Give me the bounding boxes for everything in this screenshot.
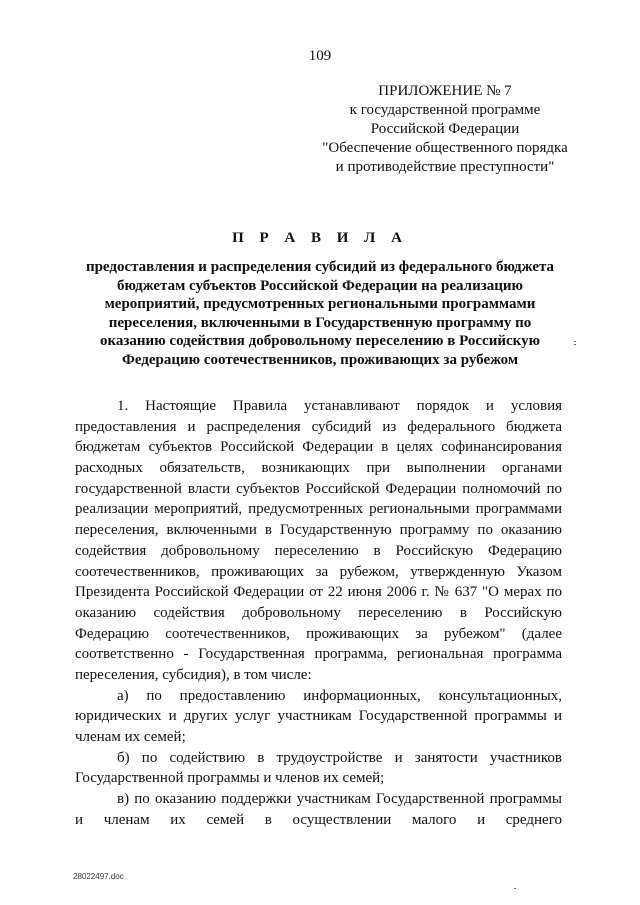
- subtitle-line: оказанию содействия добровольному переселению в Российскую: [99, 333, 541, 349]
- body-line: переселения, включенными в Государственную программу по оказанию: [75, 522, 562, 539]
- body-line: а) по предоставлению информационных, консультационных,: [117, 687, 562, 704]
- subtitle-line: бюджетам субъектов Российской Федерации на реализацию: [117, 277, 523, 294]
- body-line: оказанию содействия добровольному переселению в Российскую: [75, 604, 562, 621]
- body-line: содействия добровольному переселению в Российскую Федерацию: [75, 542, 562, 559]
- subtitle-line: мероприятий, предусмотренных региональными программами: [104, 296, 536, 312]
- body-line: соотечественников, проживающих за рубежом, утвержденную Указом: [75, 563, 562, 580]
- body-line: бюджетам субъектов Российской Федерации в целях софинансирования: [75, 439, 562, 456]
- body-line: юридических и других услуг участникам Государственной программы и: [75, 708, 562, 725]
- subtitle-line: Федерацию соотечественников, проживающих за рубежом: [121, 351, 519, 368]
- appendix-line: и противодействие преступности": [335, 159, 555, 175]
- scan-speck: [574, 341, 576, 342]
- body-line: государственной власти субъектов Российской Федерации полномочий по: [75, 480, 562, 497]
- document-subtitle: [70, 258, 570, 369]
- scan-speck: [514, 888, 516, 889]
- body-line: в) по оказанию поддержки участникам Государственной программы: [117, 791, 562, 808]
- appendix-line: ПРИЛОЖЕНИЕ № 7: [378, 83, 512, 99]
- body-line: переселения, субсидия), в том числе:: [75, 666, 312, 683]
- body-line: предоставления и распределения субсидий из федерального бюджета: [75, 418, 562, 435]
- body-line: соответственно - Государственная программа, региональная программа: [75, 646, 562, 663]
- appendix-line: Российской Федерации: [370, 121, 520, 137]
- body-line: реализации мероприятий, предусмотренных региональными программами: [75, 501, 562, 518]
- body-line: Государственной программы и членов их семей;: [75, 770, 385, 787]
- appendix-block: [300, 82, 590, 177]
- body-line: Президента Российской Федерации от 22 июня 2006 г. № 637 "О мерах по: [75, 584, 562, 601]
- body-line: Федерацию соотечественников, проживающих за рубежом" (далее: [75, 625, 562, 642]
- scan-speck: [574, 344, 576, 345]
- footer-doc-filename: 28022497.doc: [73, 872, 124, 881]
- body-line: б) по содействию в трудоустройстве и занятости участников: [117, 749, 562, 766]
- document-title: П Р А В И Л А: [232, 230, 408, 246]
- appendix-line: к государственной программе: [349, 102, 541, 118]
- body-line: расходных обязательств, возникающих при выполнении органами: [75, 460, 562, 477]
- page-number: 109: [308, 48, 332, 64]
- document-body: [75, 396, 562, 830]
- body-line: и членам их семей в осуществлении малого и среднего: [75, 811, 562, 828]
- subtitle-line: переселения, включенными в Государственную программу по: [108, 314, 532, 331]
- appendix-line: "Обеспечение общественного порядка: [322, 140, 568, 156]
- body-line: 1. Настоящие Правила устанавливают порядок и условия: [117, 398, 562, 414]
- body-line: членам их семей;: [75, 729, 186, 745]
- subtitle-line: предоставления и распределения субсидий из федерального бюджета: [85, 259, 555, 275]
